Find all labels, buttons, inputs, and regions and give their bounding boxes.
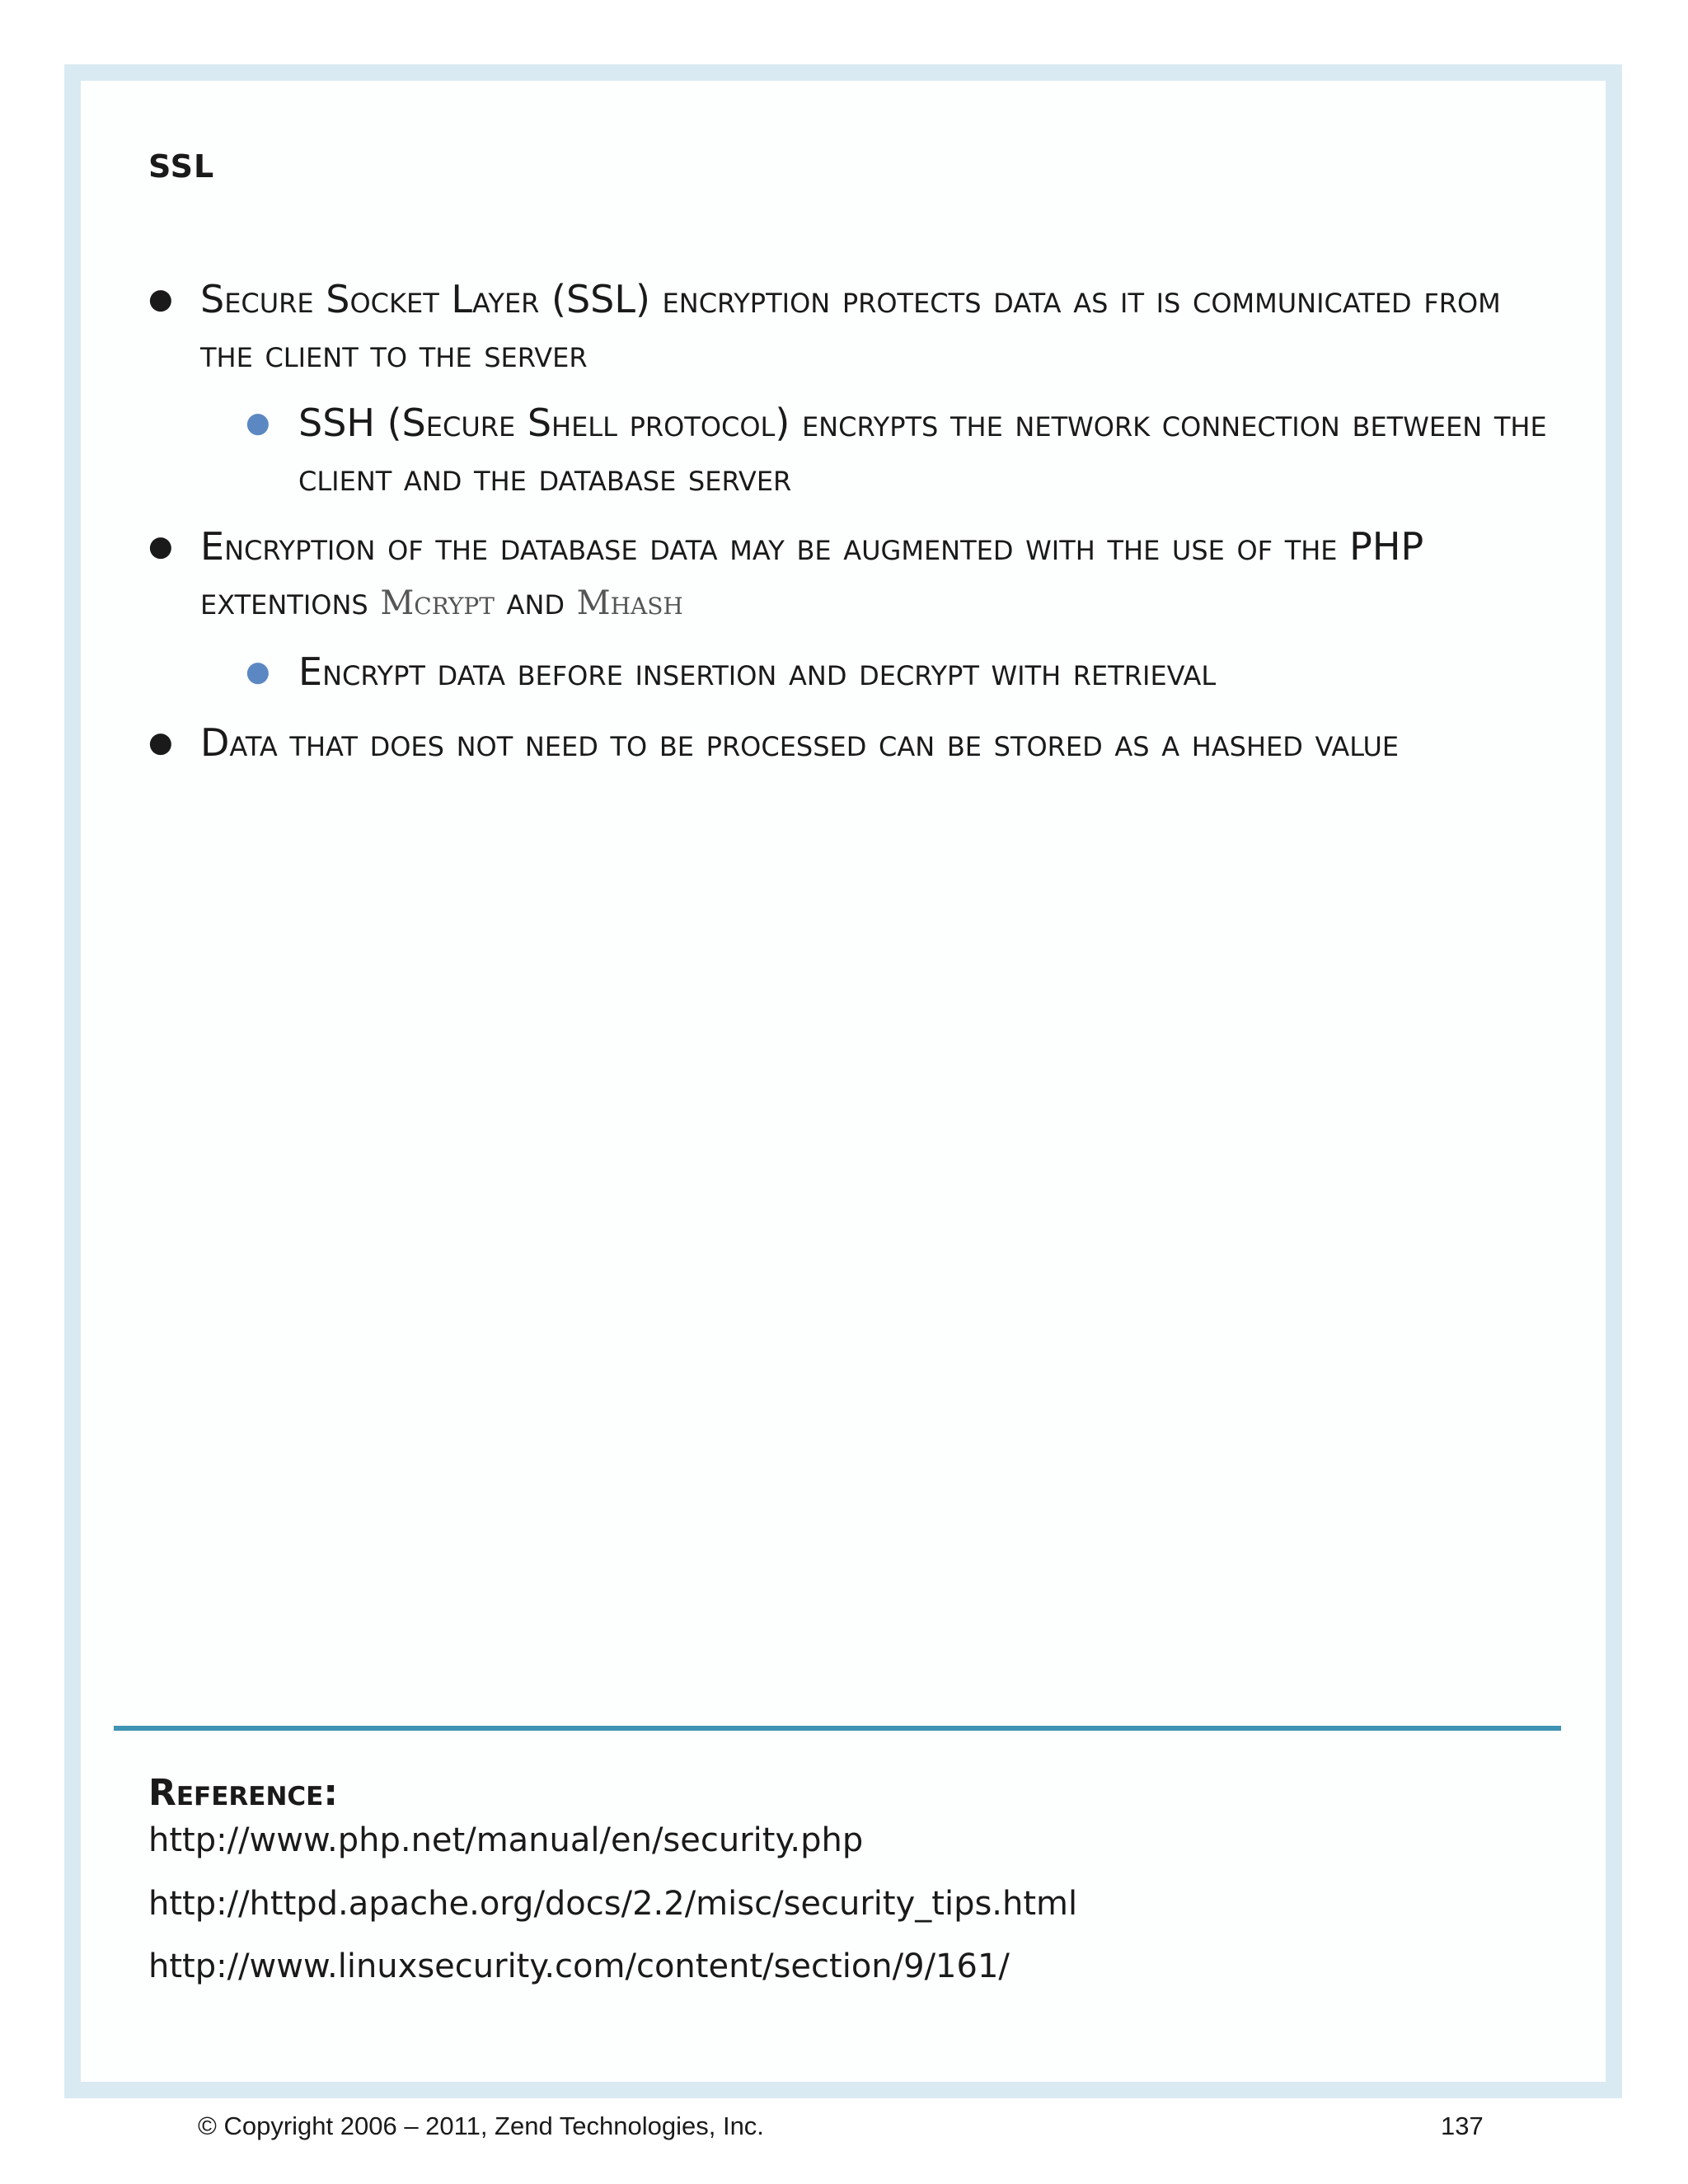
section-divider xyxy=(114,1726,1561,1731)
bullet-text xyxy=(200,519,1536,630)
bullet-text: Secure Socket Layer (SSL) encryption protects data as it is communicated from the client to the server xyxy=(200,277,1501,376)
bullet-text: Data that does not need to be processed can be stored as a hashed value xyxy=(200,720,1400,765)
sub-bullet-text: Encrypt data before insertion and decrypt with retrieval xyxy=(298,649,1217,694)
mcrypt-extension: Mcrypt xyxy=(380,584,495,622)
bullet-text-part: and xyxy=(494,579,577,623)
sub-bullet-text: SSH (Secure Shell protocol) encrypts the network connection between the client and the database server xyxy=(298,401,1547,499)
reference-heading: Reference: xyxy=(148,1772,338,1814)
reference-link-linuxsecurity[interactable]: http://www.linuxsecurity.com/content/section/9/161/ xyxy=(148,1947,1010,1985)
page-number: 137 xyxy=(1441,2111,1484,2140)
reference-link-apache[interactable]: http://httpd.apache.org/docs/2.2/misc/security_tips.html xyxy=(148,1885,1078,1923)
mhash-extension: Mhash xyxy=(576,584,683,622)
sub-bullet-icon: ● xyxy=(246,655,270,688)
page-title: SSL xyxy=(148,148,215,185)
reference-link-php[interactable]: http://www.php.net/manual/en/security.php xyxy=(148,1821,864,1859)
sub-bullet-icon: ● xyxy=(246,406,270,439)
footer-copyright: © Copyright 2006 – 2011, Zend Technologies, Inc. xyxy=(198,2111,764,2140)
bullet-icon: ● xyxy=(148,530,173,563)
bullet-icon: ● xyxy=(148,283,173,316)
bullet-text-part: Encryption of the database data may be augmented with the use of the PHP extentions xyxy=(200,524,1424,623)
bullet-icon: ● xyxy=(148,726,173,759)
